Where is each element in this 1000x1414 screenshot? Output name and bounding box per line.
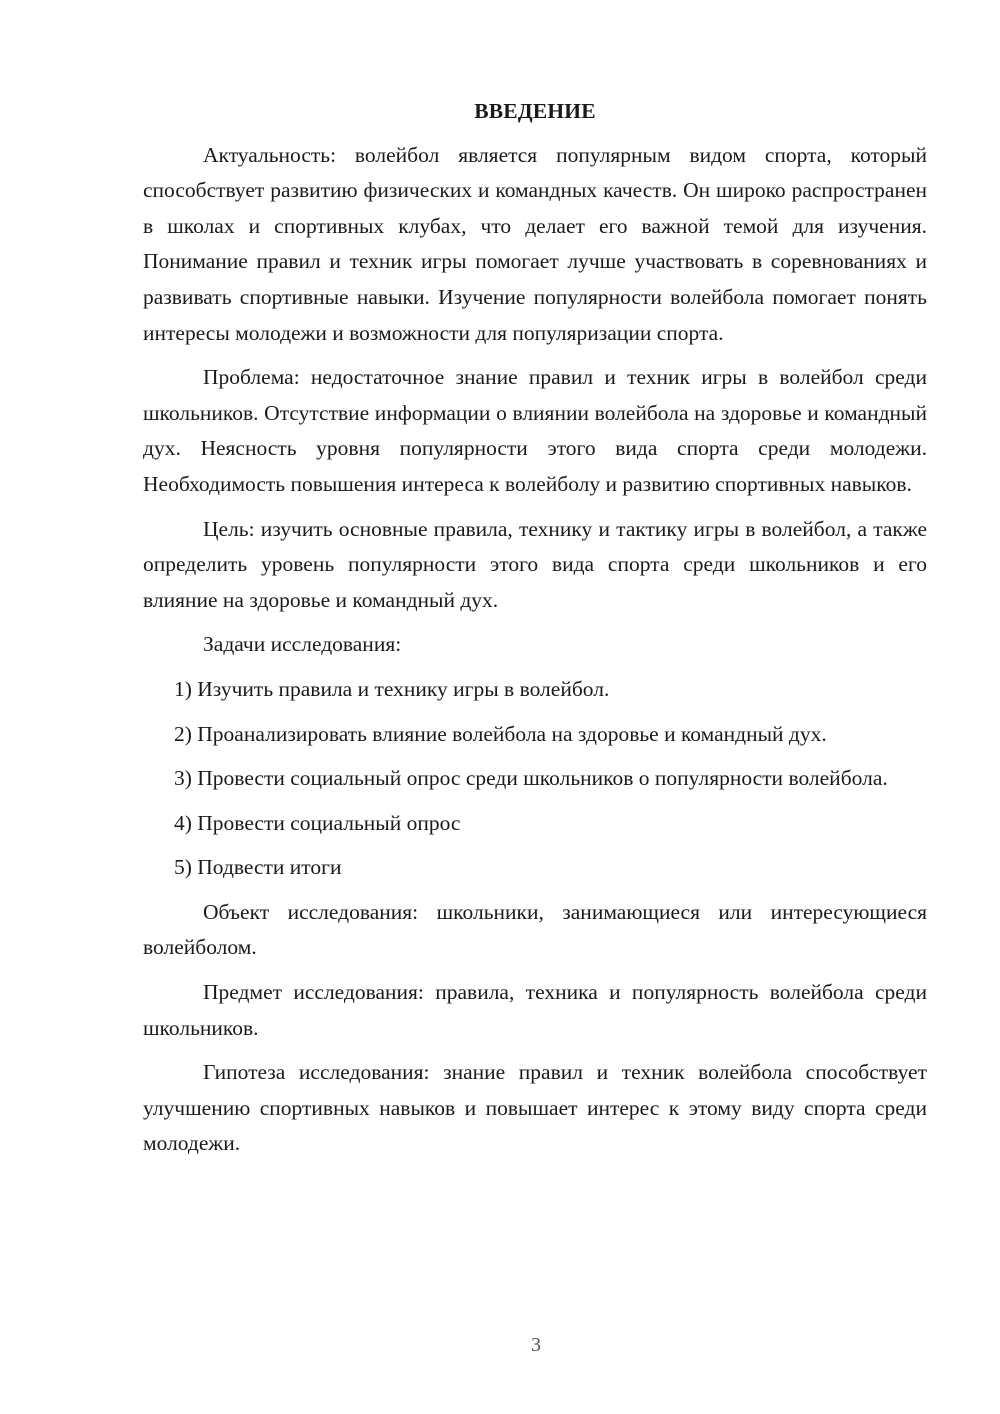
document-page bbox=[143, 94, 927, 1171]
task-item: 4) Провести социальный опрос bbox=[174, 810, 461, 835]
object-paragraph: Объект исследования: школьники, занимающиеся или интересующиеся волейболом. bbox=[143, 899, 927, 960]
problem-paragraph: Проблема: недостаточное знание правил и техник игры в волейбол среди школьников. Отсутствие информации о влиянии волейбола на здоровье и командный дух. Неясность уровня популярности этого вида спорта среди молодежи. Необходимость повышения интереса к волейболу и развитию спортивных навыков. bbox=[143, 365, 927, 496]
tasks-heading: Задачи исследования: bbox=[203, 632, 402, 657]
hypothesis-paragraph: Гипотеза исследования: знание правил и техник волейбола способствует улучшению спортивных навыков и повышает интерес к этому виду спорта среди молодежи. bbox=[143, 1060, 927, 1156]
task-item: 3) Провести социальный опрос среди школьников о популярности волейбола. bbox=[174, 766, 888, 791]
goal-paragraph: Цель: изучить основные правила, технику и тактику игры в волейбол, а также определить уровень популярности этого вида спорта среди школьников и его влияние на здоровье и командный дух. bbox=[143, 516, 927, 612]
task-item: 5) Подвести итоги bbox=[174, 855, 342, 880]
relevance-paragraph: Актуальность: волейбол является популярным видом спорта, который способствует развитию физических и командных качеств. Он широко распространен в школах и спортивных клубах, что делает его важной темой для изучения. Понимание правил и техник игры помогает лучше участвовать в соревнованиях и развивать спортивные навыки. Изучение популярности волейбола помогает понять интересы молодежи и возможности для популяризации спорта. bbox=[143, 142, 927, 345]
task-item: 1) Изучить правила и технику игры в волейбол. bbox=[174, 676, 610, 701]
page-number: 3 bbox=[531, 1334, 541, 1356]
subject-paragraph: Предмет исследования: правила, техника и популярность волейбола среди школьников. bbox=[143, 980, 927, 1040]
task-item: 2) Проанализировать влияние волейбола на здоровье и командный дух. bbox=[174, 721, 827, 746]
section-title: ВВЕДЕНИЕ bbox=[474, 99, 596, 123]
